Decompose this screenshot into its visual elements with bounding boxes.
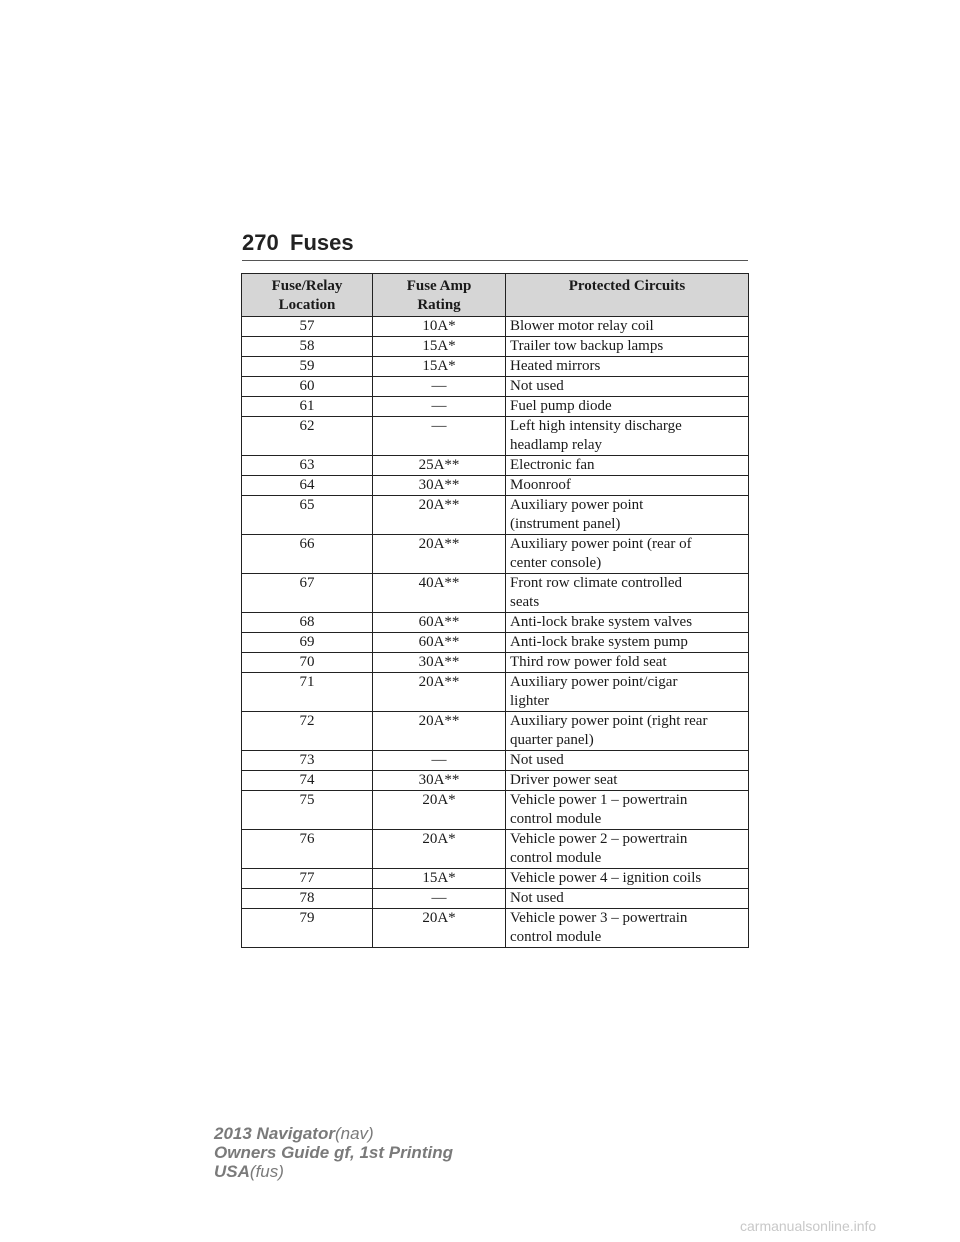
table-row [242,377,749,397]
circuit-text-line: Vehicle power 1 – powertrain [510,792,688,808]
fuse-rating-cell: 60A** [373,613,506,633]
fuse-rating-cell: 30A** [373,771,506,791]
fuse-location-cell: 60 [242,377,373,397]
fuse-location-cell: 74 [242,771,373,791]
footer-model-code: (nav) [334,1124,374,1143]
column-header-line: Protected Circuits [568,278,686,294]
circuit-text-line: Auxiliary power point (rear of [510,536,692,552]
fuse-location-cell: 62 [242,417,373,456]
footer-line [214,1162,453,1181]
fuse-rating-cell: 20A** [373,712,506,751]
table-row [242,476,749,496]
column-header-circuits [506,274,749,317]
fuse-location-cell: 72 [242,712,373,751]
circuit-text-line: seats [510,594,540,610]
circuit-text-line: Moonroof [510,477,571,493]
fuse-location-cell: 61 [242,397,373,417]
fuse-location-cell: 75 [242,791,373,830]
footer-region: USA [214,1162,250,1181]
footer-model: 2013 Navigator [214,1124,335,1143]
table-header-row [242,274,749,317]
circuit-text-line: Auxiliary power point/cigar [510,674,678,690]
fuse-rating-cell: 20A* [373,830,506,869]
fuse-location-cell: 78 [242,889,373,909]
fuse-location-cell: 70 [242,653,373,673]
protected-circuit-cell [506,377,749,397]
fuse-rating-cell: 20A** [373,535,506,574]
page-header [242,228,748,261]
protected-circuit-cell [506,791,749,830]
circuit-text-line: Third row power fold seat [510,654,667,670]
circuit-text-line: control module [510,811,602,827]
protected-circuit-cell [506,889,749,909]
circuit-text-line: Left high intensity discharge [510,418,682,434]
document-footer [214,1124,453,1181]
fuse-location-cell: 73 [242,751,373,771]
fuse-rating-cell: — [373,751,506,771]
table-row [242,317,749,337]
circuit-text-line: Vehicle power 4 – ignition coils [510,870,702,886]
protected-circuit-cell [506,357,749,377]
table-row [242,337,749,357]
table-row [242,791,749,830]
column-header-rating [373,274,506,317]
fuse-rating-cell: 20A* [373,791,506,830]
protected-circuit-cell [506,633,749,653]
protected-circuit-cell [506,417,749,456]
table-row [242,909,749,948]
circuit-text-line: Auxiliary power point (right rear [510,713,708,729]
fuse-rating-cell: 20A* [373,909,506,948]
fuse-location-cell: 71 [242,673,373,712]
protected-circuit-cell [506,712,749,751]
fuse-location-cell: 58 [242,337,373,357]
protected-circuit-cell [506,771,749,791]
table-row [242,535,749,574]
table-row [242,751,749,771]
footer-guide: Owners Guide gf, 1st Printing [214,1143,453,1162]
protected-circuit-cell [506,574,749,613]
fuse-rating-cell: 30A** [373,653,506,673]
circuit-text-line: control module [510,929,602,945]
fuse-rating-cell: — [373,377,506,397]
table-row [242,417,749,456]
circuit-text-line: Front row climate controlled [510,575,683,591]
fuse-location-cell: 76 [242,830,373,869]
circuit-text-line: Vehicle power 3 – powertrain [510,910,688,926]
protected-circuit-cell [506,496,749,535]
protected-circuit-cell [506,317,749,337]
circuit-text-line: quarter panel) [510,732,594,748]
page-number: 270 [242,230,279,255]
circuit-text-line: Trailer tow backup lamps [510,338,664,354]
table-row [242,357,749,377]
column-header-location [242,274,373,317]
circuit-text-line: Vehicle power 2 – powertrain [510,831,688,847]
watermark: carmanualsonline.info [740,1218,877,1234]
circuit-text-line: Heated mirrors [510,358,601,374]
circuit-text-line: center console) [510,555,602,571]
fuse-location-cell: 57 [242,317,373,337]
fuse-location-cell: 68 [242,613,373,633]
protected-circuit-cell [506,869,749,889]
column-header-line: Rating [417,297,461,313]
fuse-rating-cell: 20A** [373,496,506,535]
circuit-text-line: Not used [510,378,564,394]
fuse-rating-cell: 30A** [373,476,506,496]
fuse-rating-cell: 15A* [373,357,506,377]
table-row [242,456,749,476]
fuse-table [241,273,749,948]
fuse-rating-cell: — [373,417,506,456]
fuse-rating-cell: — [373,397,506,417]
circuit-text-line: lighter [510,693,550,709]
circuit-text-line: Anti-lock brake system pump [510,634,688,650]
footer-region-code: (fus) [249,1162,284,1181]
fuse-location-cell: 59 [242,357,373,377]
protected-circuit-cell [506,397,749,417]
footer-line [214,1143,453,1162]
fuse-location-cell: 66 [242,535,373,574]
protected-circuit-cell [506,673,749,712]
fuse-rating-cell: — [373,889,506,909]
table-row [242,712,749,751]
table-row [242,673,749,712]
circuit-text-line: Blower motor relay coil [510,318,654,334]
circuit-text-line: Driver power seat [510,772,618,788]
circuit-text-line: headlamp relay [510,437,603,453]
circuit-text-line: (instrument panel) [510,516,621,532]
circuit-text-line: Not used [510,752,564,768]
circuit-text-line: control module [510,850,602,866]
fuse-location-cell: 65 [242,496,373,535]
circuit-text-line: Anti-lock brake system valves [510,614,693,630]
fuse-rating-cell: 10A* [373,317,506,337]
column-header-line: Fuse Amp [406,278,472,294]
column-header-line: Fuse/Relay [271,278,343,294]
circuit-text-line: Not used [510,890,564,906]
circuit-text-line: Fuel pump diode [510,398,612,414]
fuse-rating-cell: 40A** [373,574,506,613]
fuse-location-cell: 79 [242,909,373,948]
fuse-rating-cell: 25A** [373,456,506,476]
section-title: Fuses [290,230,354,255]
table-row [242,869,749,889]
fuse-location-cell: 67 [242,574,373,613]
protected-circuit-cell [506,613,749,633]
protected-circuit-cell [506,751,749,771]
protected-circuit-cell [506,535,749,574]
protected-circuit-cell [506,830,749,869]
table-row [242,830,749,869]
table-row [242,613,749,633]
protected-circuit-cell [506,653,749,673]
protected-circuit-cell [506,456,749,476]
fuse-location-cell: 63 [242,456,373,476]
table-row [242,397,749,417]
table-row [242,574,749,613]
fuse-rating-cell: 15A* [373,869,506,889]
circuit-text-line: Auxiliary power point [510,497,644,513]
circuit-text-line: Electronic fan [510,457,595,473]
fuse-location-cell: 64 [242,476,373,496]
footer-line [214,1124,453,1143]
fuse-rating-cell: 60A** [373,633,506,653]
table-row [242,653,749,673]
table-body [242,317,749,948]
fuse-rating-cell: 20A** [373,673,506,712]
fuse-rating-cell: 15A* [373,337,506,357]
protected-circuit-cell [506,476,749,496]
protected-circuit-cell [506,337,749,357]
table-row [242,771,749,791]
fuse-location-cell: 69 [242,633,373,653]
table-row [242,496,749,535]
column-header-line: Location [278,297,336,313]
fuse-location-cell: 77 [242,869,373,889]
table-row [242,889,749,909]
table-row [242,633,749,653]
protected-circuit-cell [506,909,749,948]
